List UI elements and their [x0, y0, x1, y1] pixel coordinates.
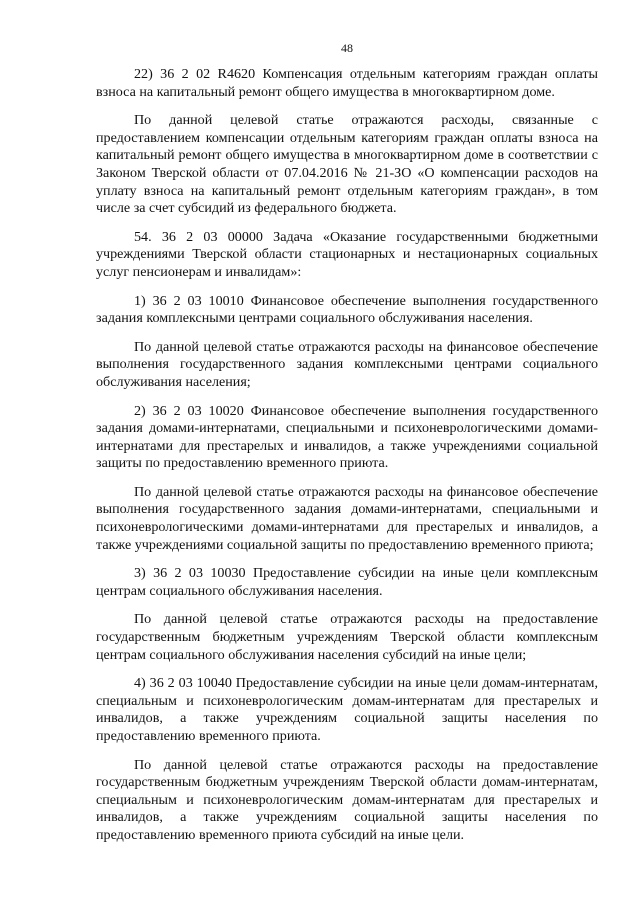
paragraph-item-3-heading: 3) 36 2 03 10030 Предоставление субсидии на иные цели комплексным центрам социального обслуживания населения. [96, 565, 598, 599]
paragraph-item-1-description: По данной целевой статье отражаются расходы на финансовое обеспечение выполнения государственного задания комплексными центрами социального обслуживания населения; [96, 338, 598, 390]
paragraph-item-1-heading: 1) 36 2 03 10010 Финансовое обеспечение выполнения государственного задания комплексными центрами социального обслуживания населения. [96, 292, 598, 327]
paragraph-item-4-description: По данной целевой статье отражаются расходы на предоставление государственным бюджетным учреждениям Тверской области домам-интернатам, специальным и психоневрологическим домам-интернатам для престарелых и инвалидов, а также учреждениям социальной защиты населения по предоставлению временного приюта субсидий на иные цели. [96, 756, 598, 843]
paragraph-item-2-heading: 2) 36 2 03 10020 Финансовое обеспечение выполнения государственного задания домами-интернатами, специальными и психоневрологическими домами-интернатами для престарелых и инвалидов, а также учреждениями социальной защиты по предоставлению временного приюта. [96, 402, 598, 472]
document-page [96, 40, 598, 856]
paragraph-item-3-description: По данной целевой статье отражаются расходы на предоставление государственным бюджетным учреждениям Тверской области комплексным центрам социального обслуживания населения субсидий на иные цели; [96, 611, 598, 663]
paragraph-item-2-description: По данной целевой статье отражаются расходы на финансовое обеспечение выполнения государственного задания домами-интернатами, специальными и психоневрологическими домами-интернатами для престарелых и инвалидов, а также учреждениями социальной защиты по предоставлению временного приюта; [96, 483, 598, 553]
paragraph-article-22-description: По данной целевой статье отражаются расходы, связанные с предоставлением компенсации отдельным категориям граждан оплаты взноса на капитальный ремонт общего имущества в многоквартирном доме в соответствии с Законом Тверской области от 07.04.2016 № 21-ЗО «О компенсации расходов на уплату взноса на капитальный ремонт отдельным категориям граждан», в том числе за счет субсидий из федерального бюджета. [96, 112, 598, 217]
page-number: 48 [341, 41, 353, 55]
paragraph-task-54-heading: 54. 36 2 03 00000 Задача «Оказание государственными бюджетными учреждениями Тверской области стационарных и нестационарных социальных услуг пенсионерам и инвалидам»: [96, 228, 598, 280]
paragraph-article-22-heading: 22) 36 2 02 R4620 Компенсация отдельным категориям граждан оплаты взноса на капитальный ремонт общего имущества в многоквартирном доме. [96, 66, 598, 100]
paragraph-item-4-heading: 4) 36 2 03 10040 Предоставление субсидии на иные цели домам-интернатам, специальным и психоневрологическим домам-интернатам для престарелых и инвалидов, а также учреждениям социальной защиты населения по предоставлению временного приюта. [96, 675, 598, 744]
